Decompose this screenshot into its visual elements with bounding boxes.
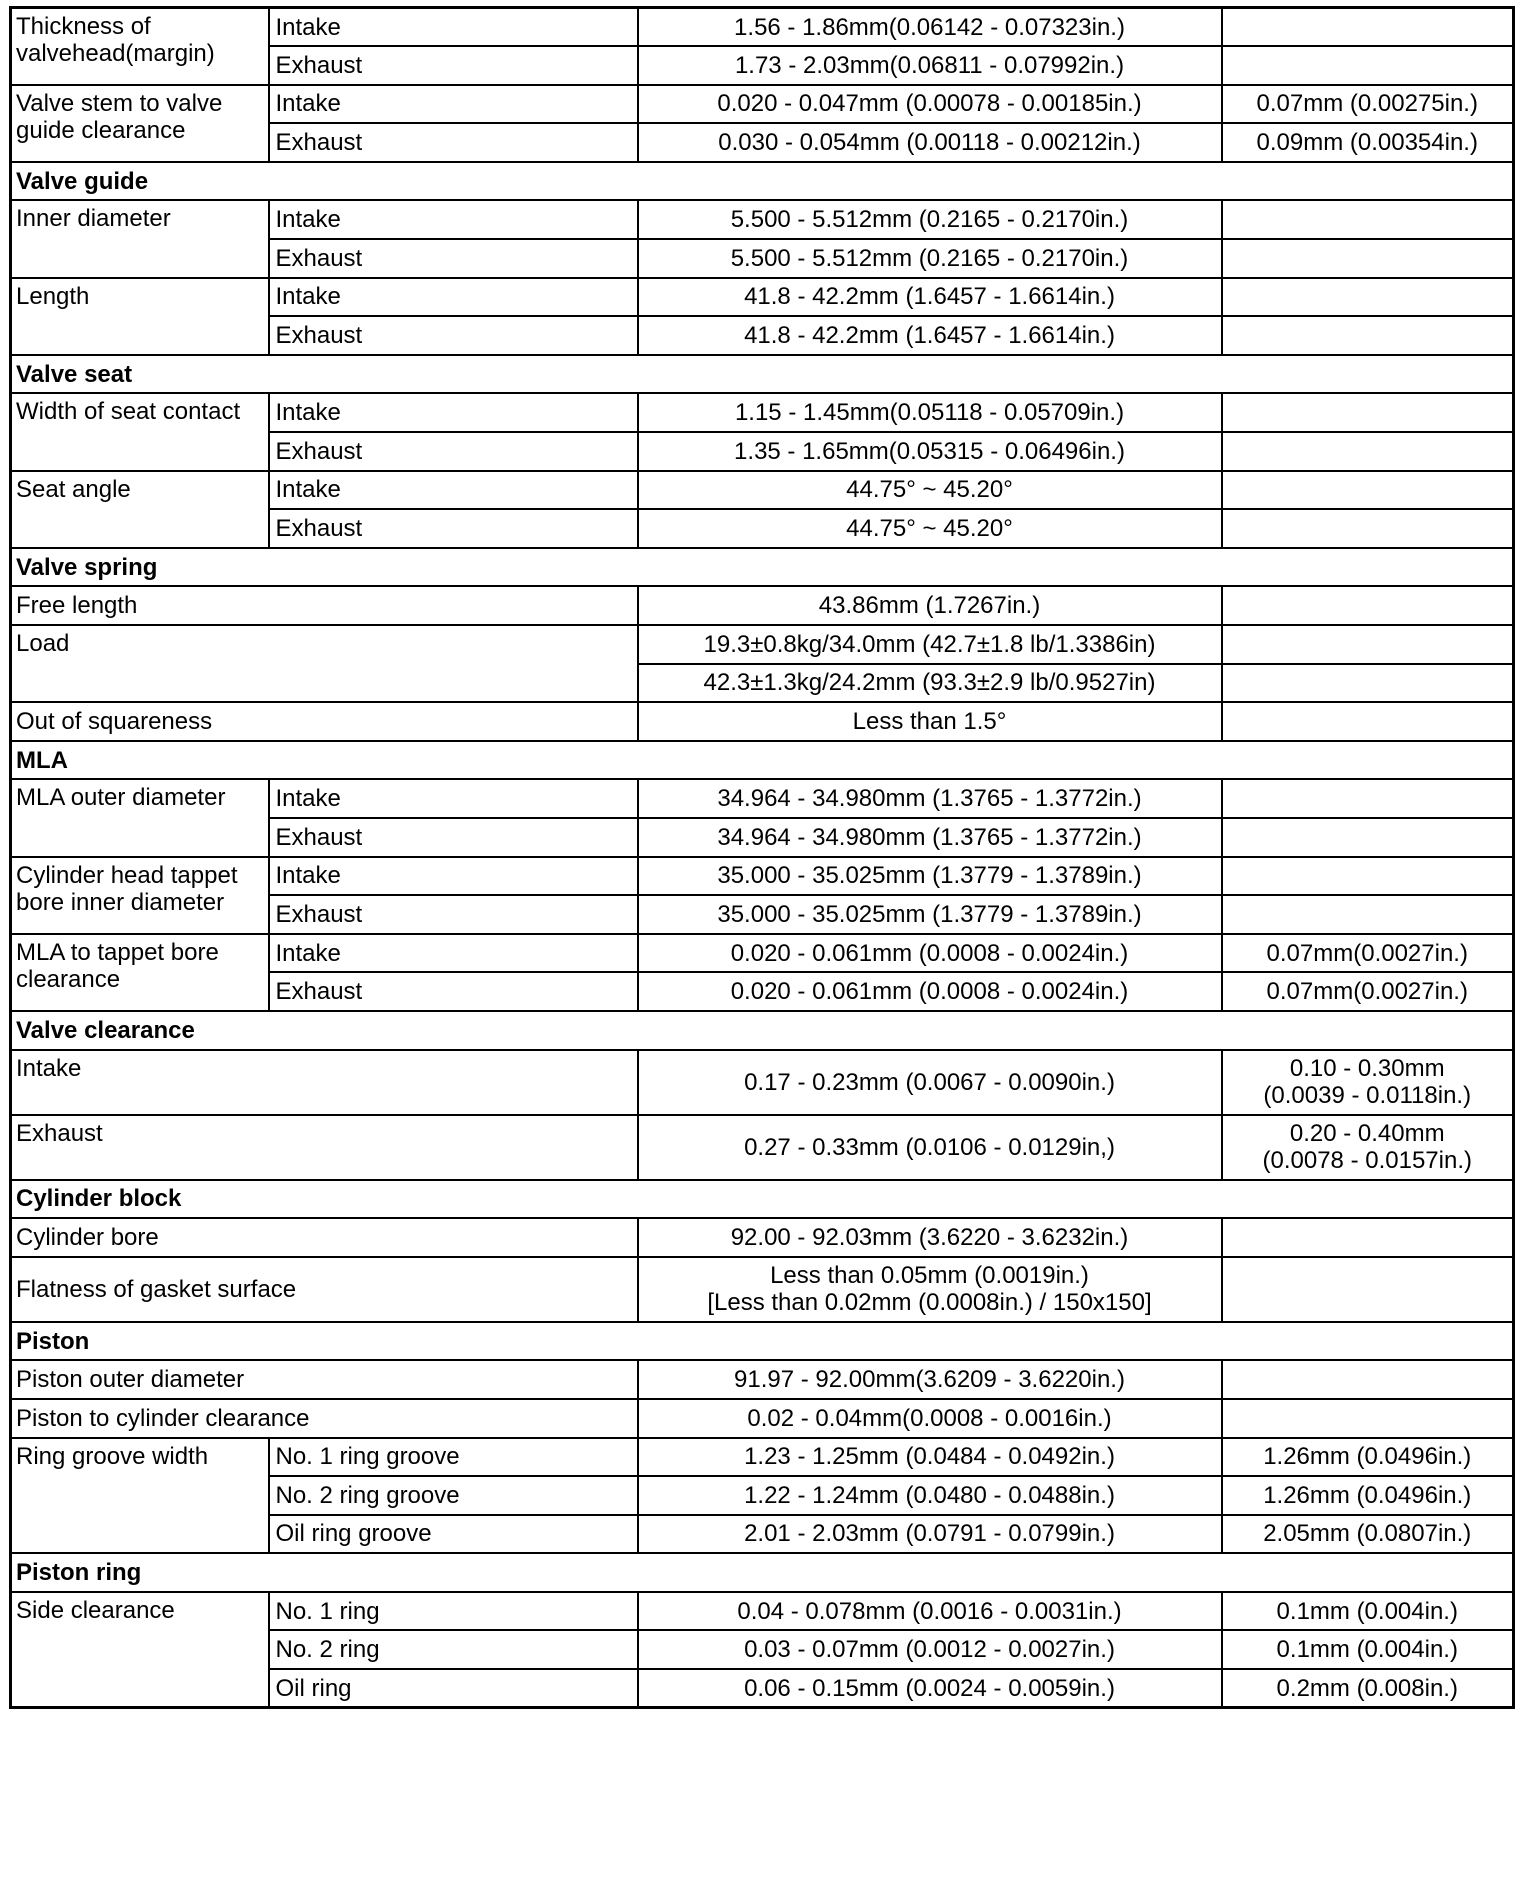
standard-value: 43.86mm (1.7267in.): [638, 586, 1222, 625]
standard-value: 1.56 - 1.86mm(0.06142 - 0.07323in.): [638, 8, 1222, 47]
section-title: Valve guide: [11, 162, 1514, 201]
standard-value: 1.15 - 1.45mm(0.05118 - 0.05709in.): [638, 393, 1222, 432]
limit-value: [1222, 316, 1514, 355]
section-header-row: [11, 355, 1514, 394]
row-label: Intake: [11, 1050, 638, 1115]
section-title: Piston: [11, 1322, 1514, 1361]
table-row: [11, 1592, 1514, 1631]
limit-value: [1222, 1257, 1514, 1322]
limit-value: [1222, 1399, 1514, 1438]
standard-value: 0.020 - 0.061mm (0.0008 - 0.0024in.): [638, 934, 1222, 973]
sub-label: Intake: [269, 471, 638, 510]
sub-label: Exhaust: [269, 972, 638, 1011]
section-title: Valve spring: [11, 548, 1514, 587]
limit-value: [1222, 1050, 1514, 1115]
limit-line: (0.0039 - 0.0118in.): [1263, 1082, 1472, 1110]
limit-line: 0.20 - 0.40mm: [1289, 1120, 1445, 1148]
limit-value: [1222, 625, 1514, 664]
row-label: Width of seat contact: [11, 393, 269, 470]
table-row: [11, 702, 1514, 741]
limit-value: 0.07mm(0.0027in.): [1222, 934, 1514, 973]
sub-label: Exhaust: [269, 46, 638, 85]
standard-value: 1.35 - 1.65mm(0.05315 - 0.06496in.): [638, 432, 1222, 471]
row-label: Seat angle: [11, 471, 269, 548]
sub-label: Exhaust: [269, 509, 638, 548]
section-title: MLA: [11, 741, 1514, 780]
table-row: [11, 1438, 1514, 1477]
section-header-row: [11, 741, 1514, 780]
table-row: [11, 278, 1514, 317]
sub-label: Intake: [269, 85, 638, 124]
standard-value: Less than 1.5°: [638, 702, 1222, 741]
table-row: [11, 393, 1514, 432]
sub-label: Exhaust: [269, 432, 638, 471]
row-label: Side clearance: [11, 1592, 269, 1708]
limit-value: 0.1mm (0.004in.): [1222, 1630, 1514, 1669]
table-row: [11, 625, 1514, 664]
limit-line: (0.0078 - 0.0157in.): [1262, 1147, 1472, 1175]
sub-label: Intake: [269, 857, 638, 896]
sub-label: Intake: [269, 200, 638, 239]
table-row: [11, 471, 1514, 510]
limit-value: 0.09mm (0.00354in.): [1222, 123, 1514, 162]
standard-value: 0.06 - 0.15mm (0.0024 - 0.0059in.): [638, 1669, 1222, 1708]
section-header-row: [11, 162, 1514, 201]
row-label: Exhaust: [11, 1115, 638, 1180]
standard-value: 5.500 - 5.512mm (0.2165 - 0.2170in.): [638, 200, 1222, 239]
row-label: Inner diameter: [11, 200, 269, 277]
table-row: [11, 934, 1514, 973]
limit-value: [1222, 278, 1514, 317]
sub-label: Exhaust: [269, 316, 638, 355]
limit-value: 2.05mm (0.0807in.): [1222, 1515, 1514, 1554]
standard-value: 0.27 - 0.33mm (0.0106 - 0.0129in,): [638, 1115, 1222, 1180]
sub-label: Oil ring groove: [269, 1515, 638, 1554]
limit-value: [1222, 1115, 1514, 1180]
table-row: [11, 1218, 1514, 1257]
row-label: MLA to tappet bore clearance: [11, 934, 269, 1011]
value-line: Less than 0.05mm (0.0019in.): [770, 1262, 1089, 1290]
limit-value: 0.07mm(0.0027in.): [1222, 972, 1514, 1011]
limit-value: [1222, 857, 1514, 896]
limit-value: [1222, 509, 1514, 548]
standard-value: [638, 1257, 1222, 1322]
row-label: Thickness of valvehead(margin): [11, 8, 269, 85]
sub-label: Exhaust: [269, 818, 638, 857]
sub-label: Oil ring: [269, 1669, 638, 1708]
standard-value: 0.17 - 0.23mm (0.0067 - 0.0090in.): [638, 1050, 1222, 1115]
standard-value: 5.500 - 5.512mm (0.2165 - 0.2170in.): [638, 239, 1222, 278]
standard-value: 19.3±0.8kg/34.0mm (42.7±1.8 lb/1.3386in): [638, 625, 1222, 664]
standard-value: 1.23 - 1.25mm (0.0484 - 0.0492in.): [638, 1438, 1222, 1477]
section-title: Valve clearance: [11, 1011, 1514, 1050]
value-line: [Less than 0.02mm (0.0008in.) / 150x150]: [707, 1289, 1152, 1317]
limit-value: 1.26mm (0.0496in.): [1222, 1438, 1514, 1477]
row-label: Flatness of gasket surface: [11, 1257, 638, 1322]
standard-value: 35.000 - 35.025mm (1.3779 - 1.3789in.): [638, 895, 1222, 934]
standard-value: 0.020 - 0.061mm (0.0008 - 0.0024in.): [638, 972, 1222, 1011]
table-row: [11, 586, 1514, 625]
standard-value: 42.3±1.3kg/24.2mm (93.3±2.9 lb/0.9527in): [638, 664, 1222, 703]
row-label: Ring groove width: [11, 1438, 269, 1554]
specification-table: [9, 6, 1515, 1709]
standard-value: 2.01 - 2.03mm (0.0791 - 0.0799in.): [638, 1515, 1222, 1554]
row-label: Piston outer diameter: [11, 1360, 638, 1399]
limit-line: 0.10 - 0.30mm: [1289, 1055, 1445, 1083]
standard-value: 41.8 - 42.2mm (1.6457 - 1.6614in.): [638, 278, 1222, 317]
standard-value: 44.75° ~ 45.20°: [638, 471, 1222, 510]
sub-label: Exhaust: [269, 239, 638, 278]
section-title: Piston ring: [11, 1553, 1514, 1592]
limit-value: [1222, 702, 1514, 741]
limit-value: [1222, 432, 1514, 471]
limit-value: [1222, 779, 1514, 818]
limit-value: [1222, 239, 1514, 278]
limit-value: [1222, 818, 1514, 857]
table-row: [11, 8, 1514, 47]
limit-value: [1222, 200, 1514, 239]
table-row: [11, 779, 1514, 818]
table-row: [11, 1050, 1514, 1115]
section-header-row: [11, 1553, 1514, 1592]
limit-value: 0.1mm (0.004in.): [1222, 1592, 1514, 1631]
sub-label: No. 1 ring: [269, 1592, 638, 1631]
section-header-row: [11, 1322, 1514, 1361]
standard-value: 0.04 - 0.078mm (0.0016 - 0.0031in.): [638, 1592, 1222, 1631]
standard-value: 92.00 - 92.03mm (3.6220 - 3.6232in.): [638, 1218, 1222, 1257]
standard-value: 34.964 - 34.980mm (1.3765 - 1.3772in.): [638, 818, 1222, 857]
section-title: Valve seat: [11, 355, 1514, 394]
standard-value: 0.03 - 0.07mm (0.0012 - 0.0027in.): [638, 1630, 1222, 1669]
sub-label: Intake: [269, 8, 638, 47]
section-title: Cylinder block: [11, 1180, 1514, 1219]
limit-value: 1.26mm (0.0496in.): [1222, 1476, 1514, 1515]
sub-label: Intake: [269, 779, 638, 818]
standard-value: 41.8 - 42.2mm (1.6457 - 1.6614in.): [638, 316, 1222, 355]
sub-label: Intake: [269, 934, 638, 973]
sub-label: No. 2 ring groove: [269, 1476, 638, 1515]
row-label: Piston to cylinder clearance: [11, 1399, 638, 1438]
standard-value: 0.030 - 0.054mm (0.00118 - 0.00212in.): [638, 123, 1222, 162]
standard-value: 1.73 - 2.03mm(0.06811 - 0.07992in.): [638, 46, 1222, 85]
row-label: Valve stem to valve guide clearance: [11, 85, 269, 162]
limit-value: [1222, 895, 1514, 934]
standard-value: 35.000 - 35.025mm (1.3779 - 1.3789in.): [638, 857, 1222, 896]
limit-value: [1222, 8, 1514, 47]
standard-value: 0.02 - 0.04mm(0.0008 - 0.0016in.): [638, 1399, 1222, 1438]
limit-value: [1222, 586, 1514, 625]
standard-value: 34.964 - 34.980mm (1.3765 - 1.3772in.): [638, 779, 1222, 818]
limit-value: [1222, 471, 1514, 510]
table-row: [11, 1399, 1514, 1438]
limit-value: [1222, 46, 1514, 85]
row-label: Out of squareness: [11, 702, 638, 741]
limit-value: 0.2mm (0.008in.): [1222, 1669, 1514, 1708]
limit-value: [1222, 393, 1514, 432]
row-label: MLA outer diameter: [11, 779, 269, 856]
sub-label: Intake: [269, 393, 638, 432]
row-label: Cylinder head tappet bore inner diameter: [11, 857, 269, 934]
standard-value: 91.97 - 92.00mm(3.6209 - 3.6220in.): [638, 1360, 1222, 1399]
sub-label: No. 1 ring groove: [269, 1438, 638, 1477]
limit-value: [1222, 664, 1514, 703]
limit-value: [1222, 1360, 1514, 1399]
table-row: [11, 1360, 1514, 1399]
table-row: [11, 1257, 1514, 1322]
section-header-row: [11, 548, 1514, 587]
row-label: Load: [11, 625, 638, 702]
table-row: [11, 85, 1514, 124]
row-label: Cylinder bore: [11, 1218, 638, 1257]
table-row: [11, 857, 1514, 896]
sub-label: Exhaust: [269, 895, 638, 934]
standard-value: 0.020 - 0.047mm (0.00078 - 0.00185in.): [638, 85, 1222, 124]
section-header-row: [11, 1011, 1514, 1050]
row-label: Length: [11, 278, 269, 355]
row-label: Free length: [11, 586, 638, 625]
sub-label: Exhaust: [269, 123, 638, 162]
sub-label: Intake: [269, 278, 638, 317]
section-header-row: [11, 1180, 1514, 1219]
table-row: [11, 200, 1514, 239]
standard-value: 44.75° ~ 45.20°: [638, 509, 1222, 548]
standard-value: 1.22 - 1.24mm (0.0480 - 0.0488in.): [638, 1476, 1222, 1515]
table-row: [11, 1115, 1514, 1180]
limit-value: [1222, 1218, 1514, 1257]
limit-value: 0.07mm (0.00275in.): [1222, 85, 1514, 124]
sub-label: No. 2 ring: [269, 1630, 638, 1669]
